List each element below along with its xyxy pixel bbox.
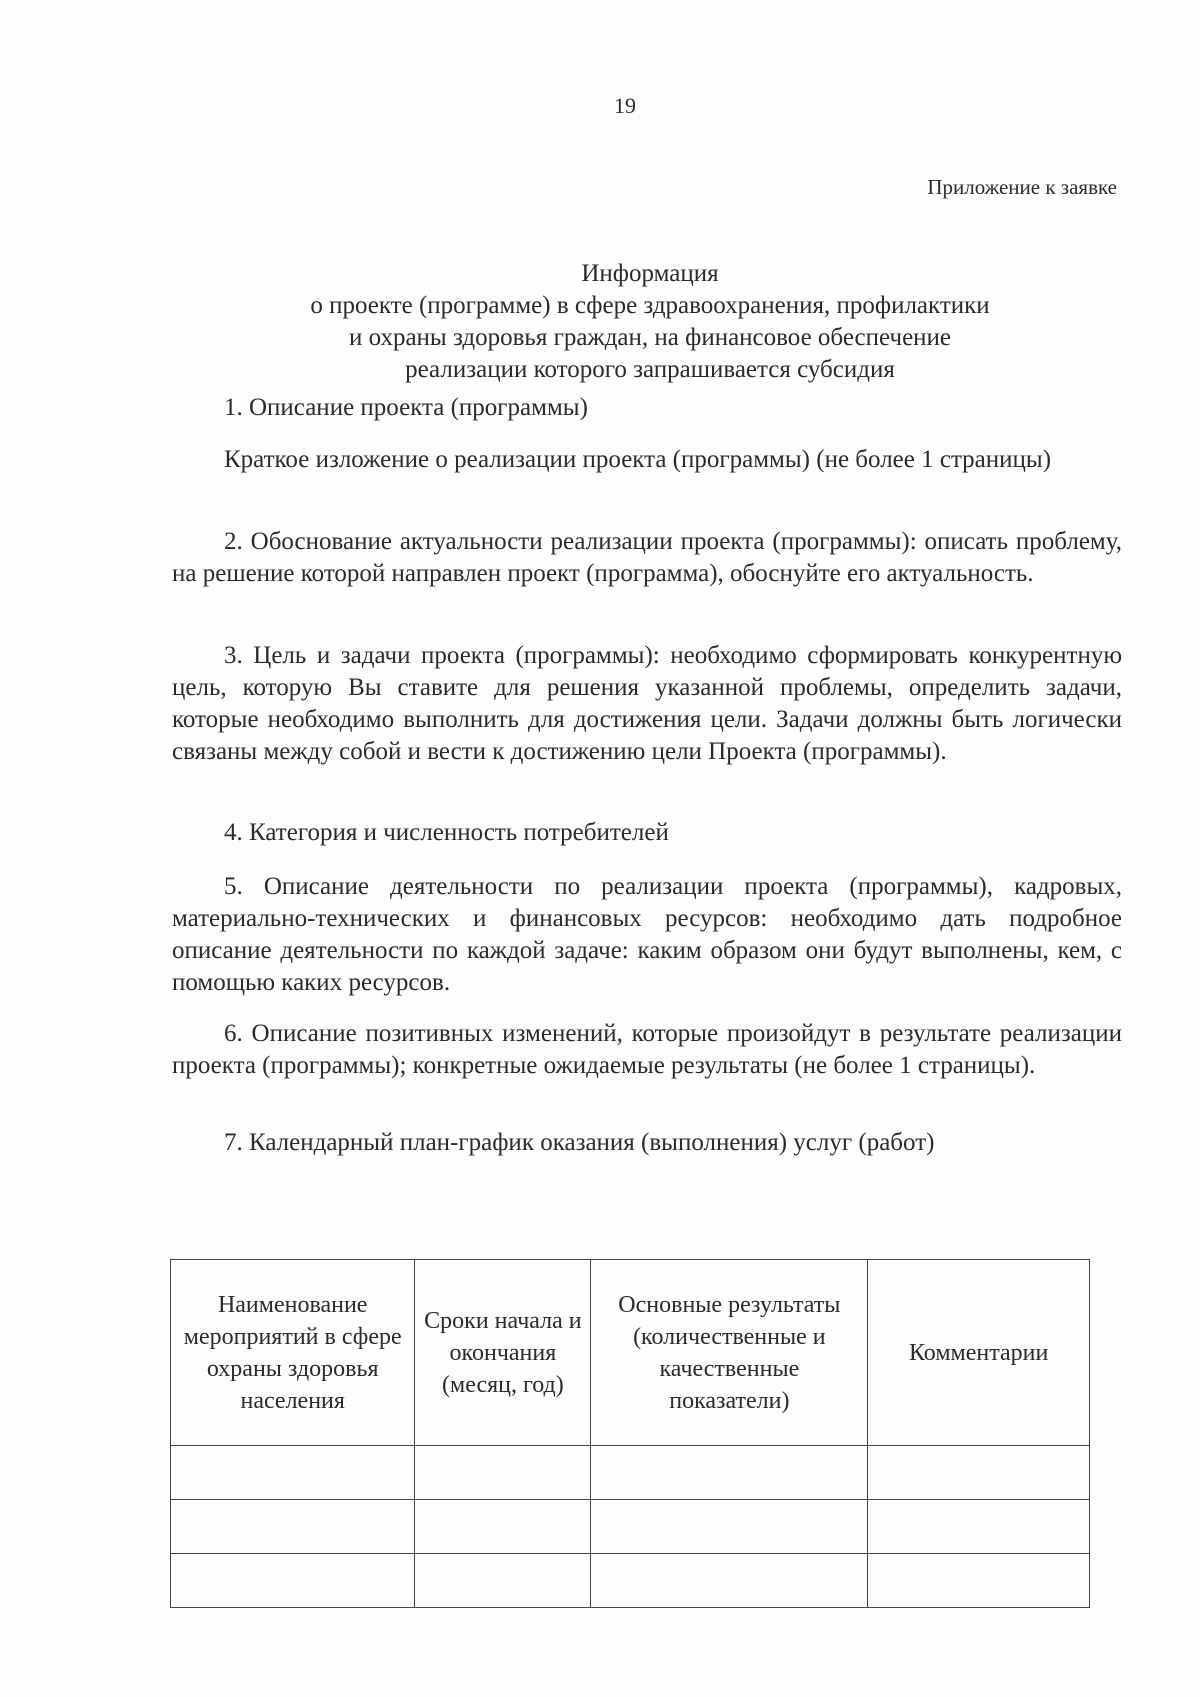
schedule-table <box>170 1259 1090 1608</box>
table-header-row <box>171 1260 1090 1446</box>
header-dates: Сроки начала и окончания (месяц, год) <box>415 1260 591 1446</box>
section-4-paragraph: 4. Категория и численность потребителей <box>224 819 669 846</box>
table-row <box>171 1500 1090 1554</box>
page-number: 19 <box>614 93 636 118</box>
table-cell <box>171 1446 415 1500</box>
table-cell <box>171 1500 415 1554</box>
table-cell <box>415 1446 591 1500</box>
section-1-text: Краткое изложение о реализации проекта (программы) (не более 1 страницы) <box>224 446 1052 473</box>
document-title <box>200 258 1100 386</box>
table-cell <box>868 1500 1090 1554</box>
table-cell <box>171 1554 415 1608</box>
header-comments: Комментарии <box>868 1260 1090 1446</box>
table-row <box>171 1554 1090 1608</box>
table-cell <box>591 1554 868 1608</box>
section-1-heading: 1. Описание проекта (программы) <box>224 394 588 421</box>
table-cell <box>591 1446 868 1500</box>
title-line: реализации которого запрашивается субсидия <box>405 356 895 383</box>
section-7-heading: 7. Календарный план-график оказания (выполнения) услуг (работ) <box>224 1129 935 1156</box>
table-cell <box>415 1500 591 1554</box>
section-6-paragraph: 6. Описание позитивных изменений, которые произойдут в результате реализации проекта (программы); конкретные ожидаемые результаты (не более 1 страницы). <box>172 1020 1122 1079</box>
title-line: и охраны здоровья граждан, на финансовое обеспечение <box>348 324 952 351</box>
header-activities: Наименование мероприятий в сфере охраны здоровья населения <box>171 1260 415 1446</box>
header-results: Основные результаты (количественные и качественные показатели) <box>591 1260 868 1446</box>
title-line: о проекте (программе) в сфере здравоохранения, профилактики <box>310 292 990 319</box>
table-cell <box>868 1554 1090 1608</box>
section-5-paragraph: 5. Описание деятельности по реализации проекта (программы), кадровых, материально-технических и финансовых ресурсов: необходимо дать подробное описание деятельности по каждой задаче: каким образом они будут выполнены, кем, с помощью каких ресурсов. <box>172 873 1122 996</box>
section-3-paragraph: 3. Цель и задачи проекта (программы): необходимо сформировать конкурентную цель, которую Вы ставите для решения указанной проблемы, определить задачи, которые необходимо выполнить для достижения цели. Задачи должны быть логически связаны между собой и вести к достижению цели Проекта (программы). <box>172 642 1122 765</box>
table-cell <box>868 1446 1090 1500</box>
table-cell <box>415 1554 591 1608</box>
title-line: Информация <box>581 260 719 287</box>
table-cell <box>591 1500 868 1554</box>
table-row <box>171 1446 1090 1500</box>
section-2-paragraph: 2. Обоснование актуальности реализации проекта (программы): описать проблему, на решение которой направлен проект (программа), обоснуйте его актуальность. <box>172 528 1122 587</box>
appendix-label: Приложение к заявке <box>927 175 1117 199</box>
